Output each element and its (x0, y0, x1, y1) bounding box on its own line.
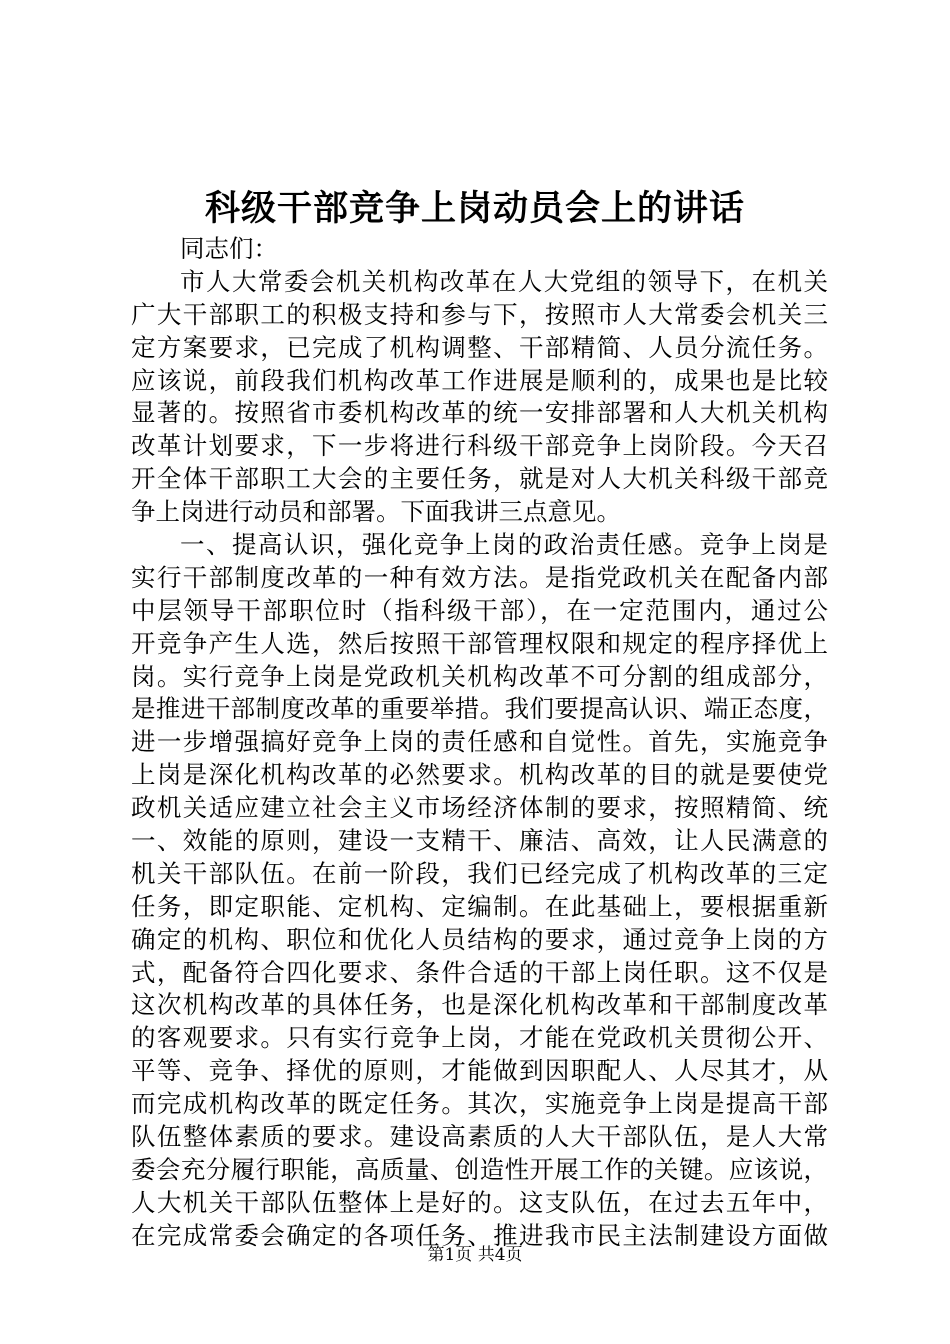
body-line: 争上岗进行动员和部署。下面我讲三点意见。 (131, 497, 621, 527)
body-line: 这次机构改革的具体任务，也是深化机构改革和干部制度改革 (131, 990, 828, 1020)
body-line: 广大干部职工的积极支持和参与下，按照市人大常委会机关三 (131, 299, 828, 329)
body-line: 显著的。按照省市委机构改革的统一安排部署和人大机关机构 (131, 398, 828, 428)
body-line: 改革计划要求，下一步将进行科级干部竞争上岗阶段。今天召 (131, 431, 828, 461)
body-line: 一、效能的原则，建设一支精干、廉洁、高效，让人民满意的 (131, 826, 828, 856)
body-line: 定方案要求，已完成了机构调整、干部精简、人员分流任务。 (131, 332, 828, 362)
body-line: 开竞争产生人选，然后按照干部管理权限和规定的程序择优上 (131, 628, 828, 658)
body-line: 平等、竞争、择优的原则，才能做到因职配人、人尽其才，从 (131, 1056, 828, 1086)
body-line: 上岗是深化机构改革的必然要求。机构改革的目的就是要使党 (131, 760, 828, 790)
page-footer: 第1页 共4页 (427, 1245, 523, 1265)
body-line: 应该说，前段我们机构改革工作进展是顺利的，成果也是比较 (131, 365, 828, 395)
body-line: 委会充分履行职能，高质量、创造性开展工作的关键。应该说， (131, 1154, 828, 1184)
body-line: 任务，即定职能、定机构、定编制。在此基础上，要根据重新 (131, 891, 828, 921)
body-line: 确定的机构、职位和优化人员结构的要求，通过竞争上岗的方 (131, 924, 828, 954)
body-line: 而完成机构改革的既定任务。其次，实施竞争上岗是提高干部 (131, 1089, 828, 1119)
document-title: 科级干部竞争上岗动员会上的讲话 (204, 188, 745, 229)
body-line: 在完成常委会确定的各项任务、推进我市民主法制建设方面做 (131, 1220, 828, 1250)
body-line: 政机关适应建立社会主义市场经济体制的要求，按照精简、统 (131, 793, 828, 823)
body-line: 机关干部队伍。在前一阶段，我们已经完成了机构改革的三定 (131, 858, 828, 888)
body-line: 是推进干部制度改革的重要举措。我们要提高认识、端正态度， (131, 694, 828, 724)
body-line: 市人大常委会机关机构改革在人大党组的领导下，在机关 (180, 266, 828, 296)
document-body (131, 233, 828, 1253)
body-line: 进一步增强搞好竞争上岗的责任感和自觉性。首先，实施竞争 (131, 727, 828, 757)
body-line: 岗。实行竞争上岗是党政机关机构改革不可分割的组成部分， (131, 661, 828, 691)
salutation-line: 同志们： (180, 234, 278, 263)
body-line: 的客观要求。只有实行竞争上岗，才能在党政机关贯彻公开、 (131, 1023, 828, 1053)
body-line: 式，配备符合四化要求、条件合适的干部上岗任职。这不仅是 (131, 957, 828, 987)
body-line: 实行干部制度改革的一种有效方法。是指党政机关在配备内部 (131, 562, 828, 592)
body-line: 开全体干部职工大会的主要任务，就是对人大机关科级干部竞 (131, 464, 828, 494)
body-line: 队伍整体素质的要求。建设高素质的人大干部队伍，是人大常 (131, 1122, 828, 1152)
body-line: 一、提高认识，强化竞争上岗的政治责任感。竞争上岗是 (180, 530, 828, 560)
body-line: 人大机关干部队伍整体上是好的。这支队伍，在过去五年中， (131, 1187, 828, 1217)
body-line: 中层领导干部职位时（指科级干部），在一定范围内，通过公 (131, 595, 828, 625)
